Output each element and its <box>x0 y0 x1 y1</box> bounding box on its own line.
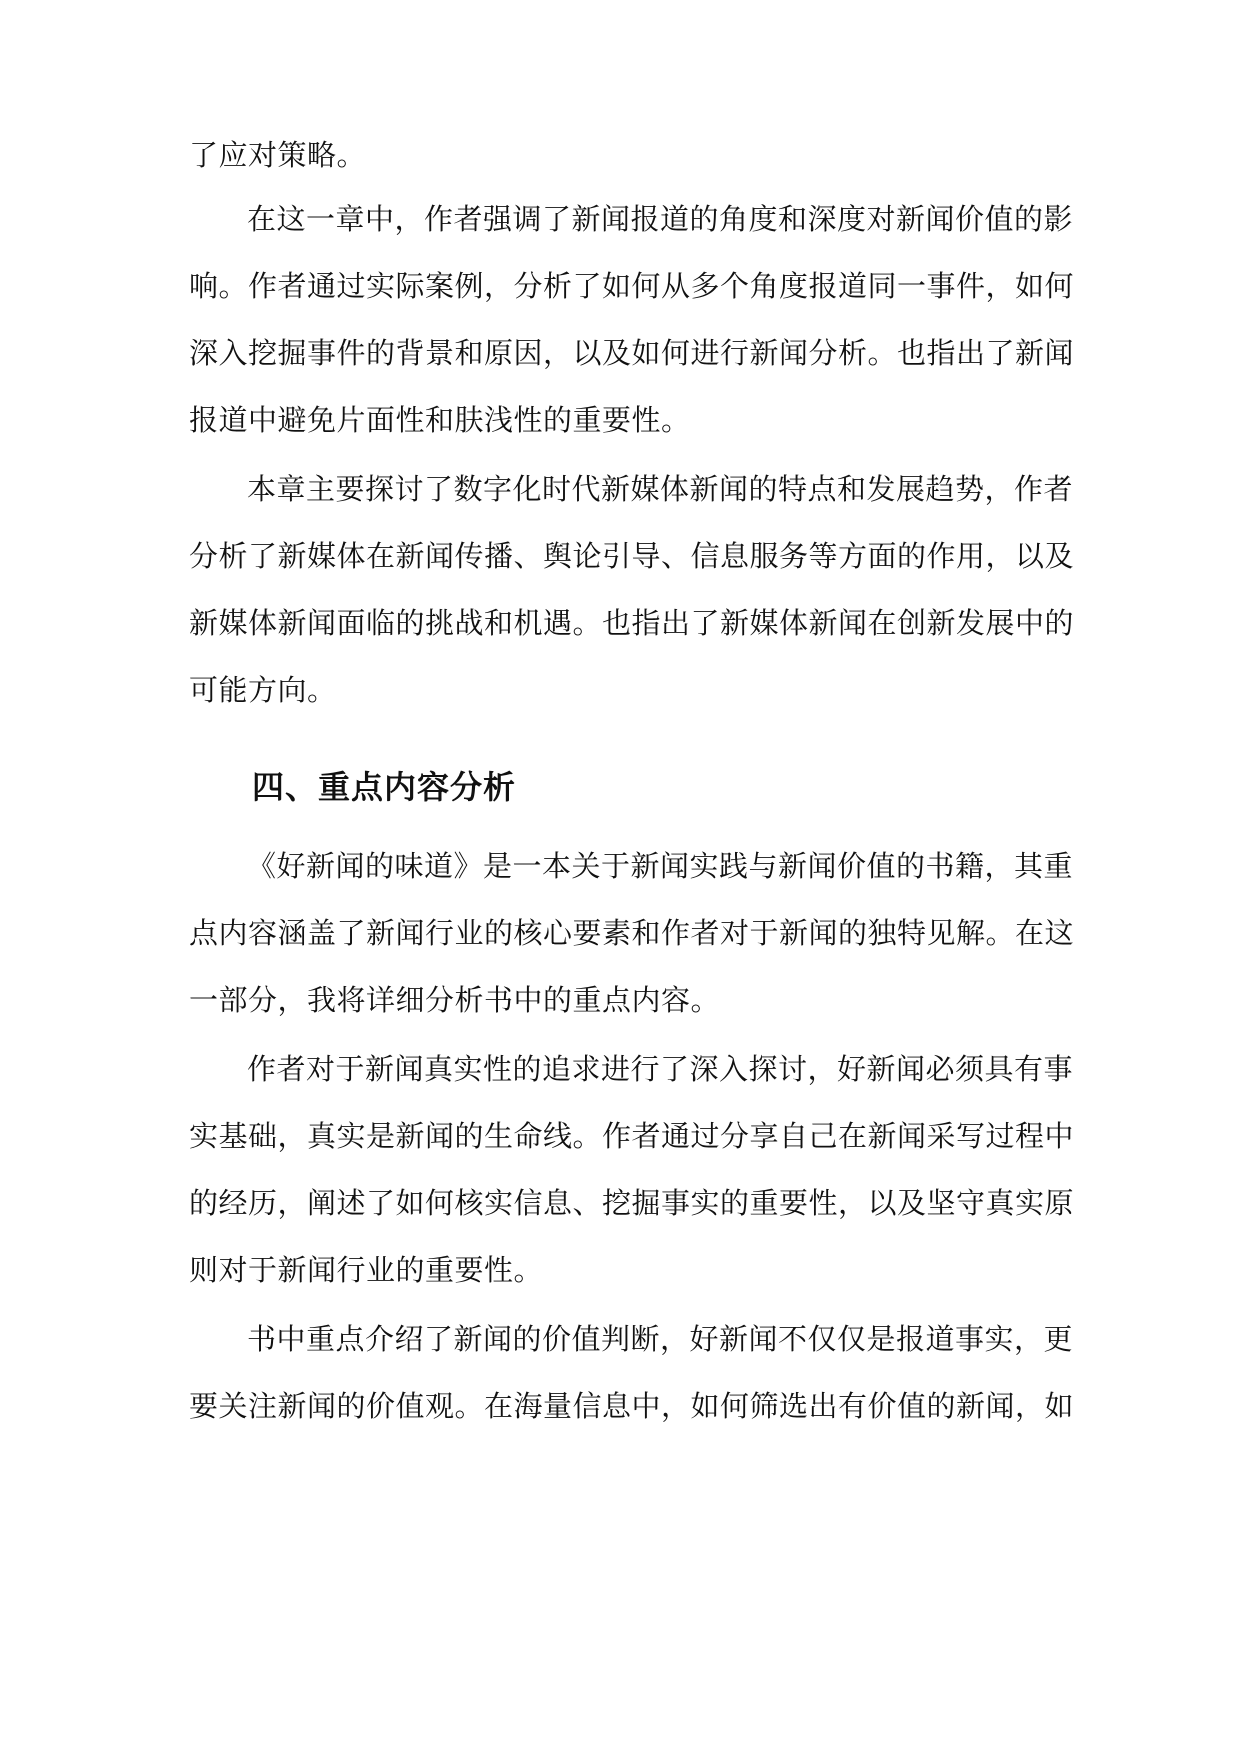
text-line: 实基础，真实是新闻的生命线。作者通过分享自己在新闻采写过程中 <box>189 1119 1075 1153</box>
text-line: 要关注新闻的价值观。在海量信息中，如何筛选出有价值的新闻，如 <box>189 1389 1075 1423</box>
text-line: 报道中避免片面性和肤浅性的重要性。 <box>189 403 691 437</box>
paragraph-first-line: 作者对于新闻真实性的追求进行了深入探讨，好新闻必须具有事 <box>247 1052 1074 1086</box>
text-line: 的经历，阐述了如何核实信息、挖掘事实的重要性，以及坚守真实原 <box>189 1186 1075 1220</box>
text-line: 新媒体新闻面临的挑战和机遇。也指出了新媒体新闻在创新发展中的 <box>189 606 1075 640</box>
text-line: 响。作者通过实际案例，分析了如何从多个角度报道同一事件，如何 <box>189 269 1075 303</box>
text-line: 则对于新闻行业的重要性。 <box>189 1253 544 1287</box>
paragraph-first-line: 书中重点介绍了新闻的价值判断，好新闻不仅仅是报道事实，更 <box>247 1322 1074 1356</box>
paragraph-first-line: 本章主要探讨了数字化时代新媒体新闻的特点和发展趋势，作者 <box>247 472 1074 506</box>
paragraph-first-line: 《好新闻的味道》是一本关于新闻实践与新闻价值的书籍，其重 <box>247 849 1074 883</box>
section-heading: 四、重点内容分析 <box>252 768 517 806</box>
text-line: 深入挖掘事件的背景和原因，以及如何进行新闻分析。也指出了新闻 <box>189 336 1075 370</box>
text-line: 一部分，我将详细分析书中的重点内容。 <box>189 983 721 1017</box>
text-line: 点内容涵盖了新闻行业的核心要素和作者对于新闻的独特见解。在这 <box>189 916 1075 950</box>
paragraph-first-line: 在这一章中，作者强调了新闻报道的角度和深度对新闻价值的影 <box>247 202 1074 236</box>
text-line: 可能方向。 <box>189 673 337 707</box>
text-line: 了应对策略。 <box>189 138 367 172</box>
text-line: 分析了新媒体在新闻传播、舆论引导、信息服务等方面的作用，以及 <box>189 539 1075 573</box>
